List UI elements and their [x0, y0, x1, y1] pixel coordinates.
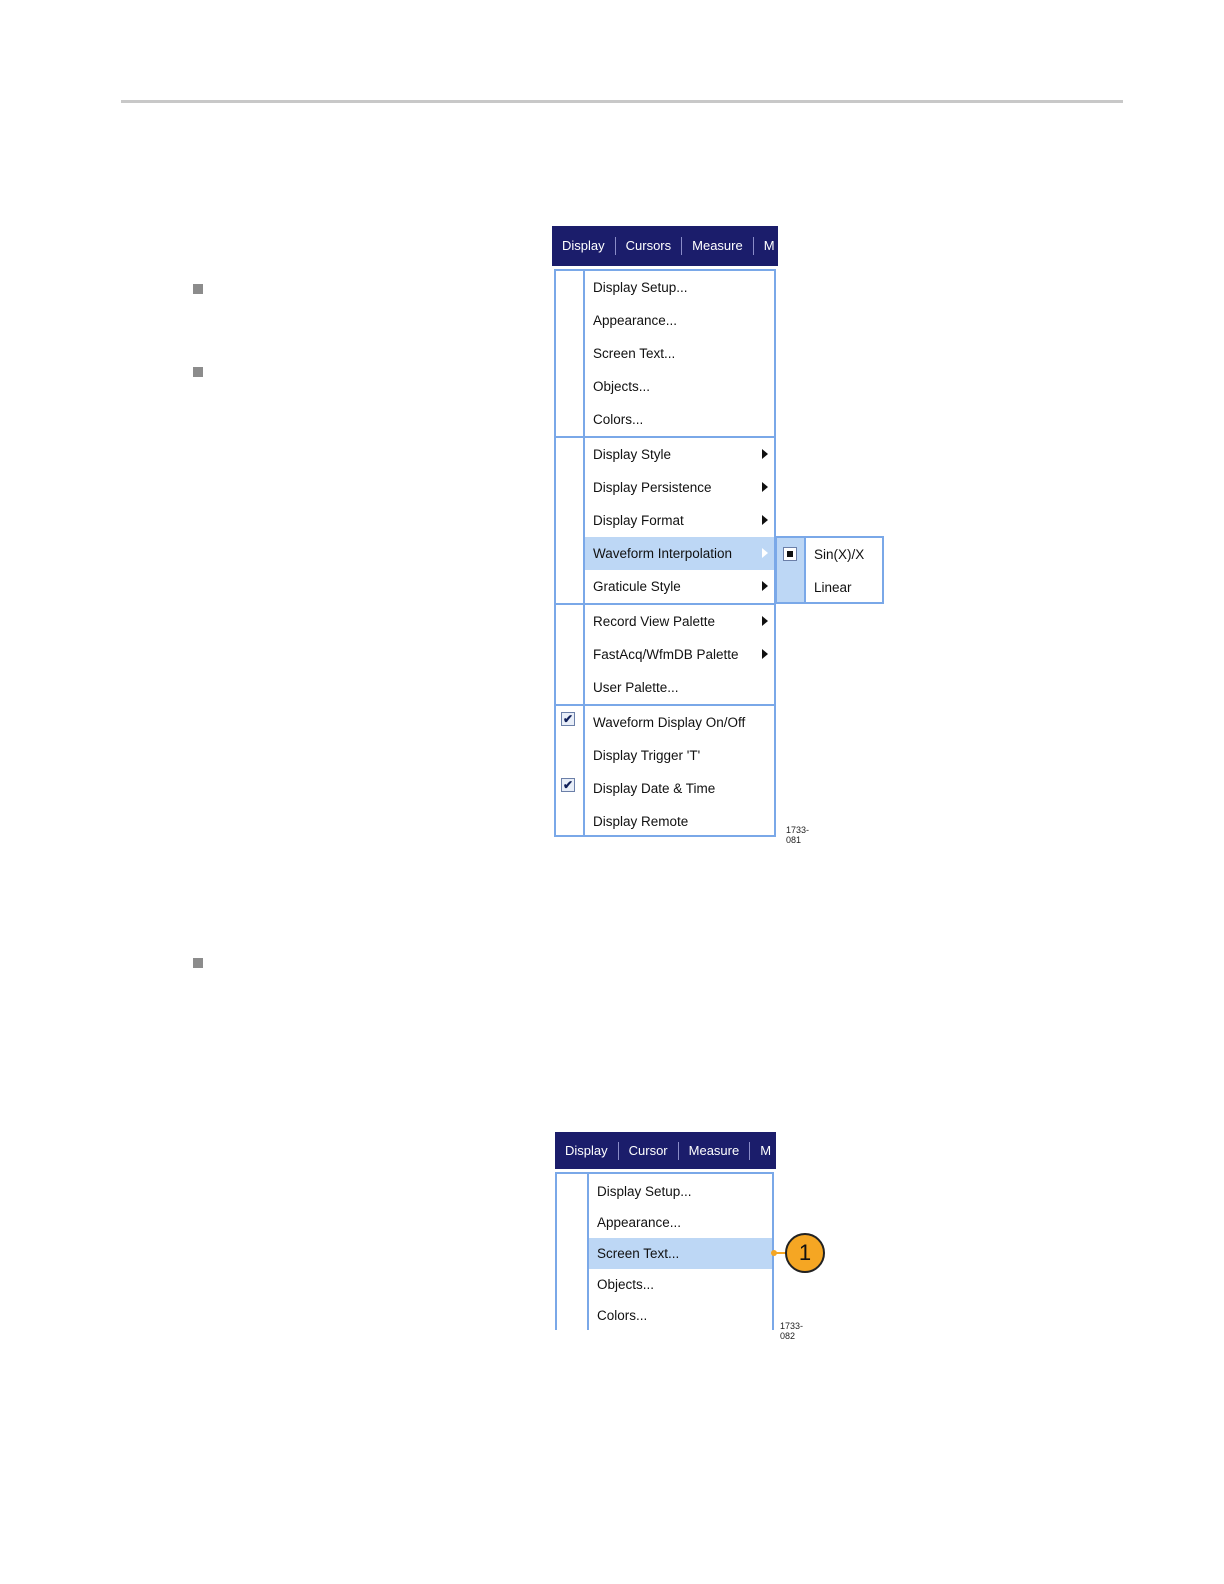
menu-item-label: Display Remote	[593, 814, 689, 829]
menu-item-display-style[interactable]	[585, 438, 774, 471]
menu-item-display-trigger[interactable]	[585, 739, 774, 772]
menu-cursor[interactable]: Cursor	[619, 1142, 679, 1160]
interpolation-submenu	[775, 536, 884, 604]
bullet-marker	[193, 958, 203, 968]
selected-radio-icon	[783, 547, 797, 561]
menu-item-display-remote[interactable]	[585, 805, 774, 838]
submenu-arrow-icon	[762, 649, 768, 659]
menu-item-colors[interactable]	[585, 403, 774, 436]
menu-item-label: Display Date & Time	[593, 781, 716, 796]
menu-item-label: Screen Text...	[593, 346, 676, 361]
menu-measure[interactable]: Measure	[682, 237, 754, 255]
menu-item-label: Waveform Display On/Off	[593, 715, 746, 730]
menu-item-display-setup[interactable]: Display Setup...	[597, 1184, 692, 1199]
menu-item-label: User Palette...	[593, 680, 679, 695]
menu-item-record-view-palette[interactable]	[585, 605, 774, 638]
menu-more[interactable]: M	[763, 238, 775, 253]
bullet-marker	[193, 284, 203, 294]
bullet-marker	[193, 367, 203, 377]
menu-item-label: FastAcq/WfmDB Palette	[593, 647, 739, 662]
menu-gutter	[556, 271, 585, 835]
menu-bar	[555, 1132, 776, 1169]
submenu-item-sinx[interactable]: Sin(X)/X	[814, 547, 865, 562]
menu-item-label: Colors...	[593, 412, 644, 427]
menu-display[interactable]: Display	[555, 1142, 619, 1160]
submenu-arrow-icon	[762, 482, 768, 492]
submenu-arrow-icon	[762, 616, 768, 626]
menu-item-objects[interactable]: Objects...	[597, 1277, 655, 1292]
menu-item-display-persistence[interactable]	[585, 471, 774, 504]
menu-item-label: Objects...	[593, 379, 651, 394]
menu-display[interactable]: Display	[552, 237, 616, 255]
menu-cursors[interactable]: Cursors	[616, 237, 683, 255]
menu-item-label: Display Setup...	[593, 280, 688, 295]
menu-item-screen-text[interactable]: Screen Text...	[589, 1238, 772, 1269]
menu-item-label: Display Style	[593, 447, 672, 462]
menu-item-objects[interactable]	[585, 370, 774, 403]
menu-item-screen-text[interactable]	[585, 337, 774, 370]
menu-measure[interactable]: Measure	[679, 1142, 751, 1160]
menu-item-appearance[interactable]	[585, 304, 774, 337]
display-dropdown	[555, 1172, 774, 1330]
menu-item-label: Display Persistence	[593, 480, 712, 495]
menu-item-colors[interactable]: Colors...	[597, 1308, 648, 1323]
menu-item-waveform-display[interactable]	[585, 706, 774, 739]
checkbox-checked-icon[interactable]: ✔	[562, 778, 574, 792]
submenu-arrow-icon	[762, 449, 768, 459]
menu-item-user-palette[interactable]	[585, 671, 774, 704]
menu-item-label: Record View Palette	[593, 614, 716, 629]
checkbox-checked-icon[interactable]: ✔	[562, 712, 574, 726]
menu-item-waveform-interpolation[interactable]	[585, 537, 774, 570]
menu-gutter	[557, 1174, 589, 1330]
menu-item-label: Graticule Style	[593, 579, 681, 594]
menu-bar	[552, 226, 778, 266]
figure-id: 1733-082	[780, 1321, 804, 1341]
submenu-arrow-icon	[762, 515, 768, 525]
menu-item-graticule-style[interactable]	[585, 570, 774, 603]
display-dropdown	[554, 269, 776, 837]
callout-number: 1	[785, 1233, 825, 1273]
submenu-arrow-icon	[762, 548, 768, 558]
menu-item-label: Appearance...	[593, 313, 678, 328]
menu-item-appearance[interactable]: Appearance...	[597, 1215, 682, 1230]
menu-item-display-format[interactable]	[585, 504, 774, 537]
menu-item-label: Display Format	[593, 513, 684, 528]
submenu-arrow-icon	[762, 581, 768, 591]
figure-id: 1733-081	[786, 825, 810, 845]
menu-item-label: Display Trigger 'T'	[593, 748, 701, 763]
submenu-gutter	[777, 538, 806, 602]
menu-item-display-setup[interactable]	[585, 271, 774, 304]
menu-more[interactable]: M	[760, 1142, 772, 1158]
menu-item-display-date-time[interactable]	[585, 772, 774, 805]
menu-item-label: Waveform Interpolation	[593, 546, 733, 561]
submenu-item-linear[interactable]: Linear	[814, 580, 852, 595]
menu-item-fastacq-palette[interactable]	[585, 638, 774, 671]
header-rule	[121, 100, 1123, 103]
